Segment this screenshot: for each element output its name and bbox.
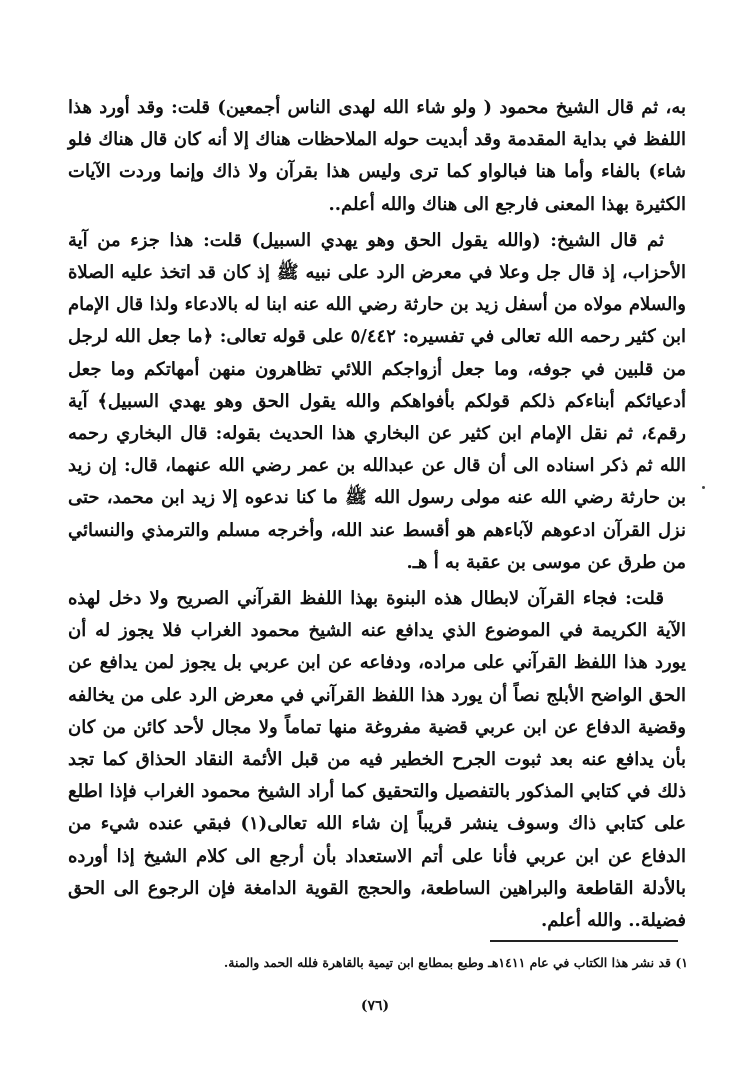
margin-mark <box>702 486 705 489</box>
page-number: (٧٦) <box>360 998 390 1014</box>
paragraph-1: به، ثم قال الشيخ محمود ( ولو شاء الله لهدى الناس أجمعين) قلت: وقد أورد هذا اللفظ في بداية المقدمة وقد أبديت حوله الملاحظات هناك إلا أنه كان قال هناك فلو شاء) بالفاء وأما هنا فبالواو كما ترى وليس هذا بقرآن ولا ذاك وإنما وردت الآيات الكثيرة بهذا المعنى فارجع الى هناك والله أعلم.. <box>68 97 686 215</box>
paragraph-2: ثم قال الشيخ: (والله يقول الحق وهو يهدي السبيل) قلت: هذا جزء من آية الأحزاب، إذ قال جل وعلا في معرض الرد على نبيه ﷺ إذ كان قد اتخذ عليه الصلاة والسلام مولاه من أسفل زيد بن حارثة رضي الله عنه ابنا له بالادعاء ولذا قال الإمام ابن كثير رحمه الله تعالى في تفسيره: ٥/٤٤٢ على قوله تعالى: ﴿ما جعل الله لرجل من قلبين في جوفه، وما جعل أزواجكم اللائي تظاهرون منهن أمهاتكم وما جعل أدعيائكم أبناءكم ذلكم قولكم بأفواهكم والله يقول الحق وهو يهدي السبيل﴾ آية رقم٤، ثم نقل الإمام ابن كثير عن البخاري هذا الحديث بقوله: قال البخاري رحمه الله ثم ذكر اسناده الى أن قال عن عبدالله بن عمر رضي الله عنهما، قال: إن زيد بن حارثة رضي الله عنه مولى رسول الله ﷺ ما كنا ندعوه إلا زيد ابن محمد، حتى نزل القرآن ادعوهم لآباءهم هو أقسط عند الله، وأخرجه مسلم والترمذي والنسائي من طرق عن موسى بن عقبة به أ هـ. <box>68 229 686 573</box>
main-text <box>68 92 686 937</box>
paragraph-3: قلت: فجاء القرآن لابطال هذه البنوة بهذا اللفظ القرآني الصريح ولا دخل لهذه الآية الكريمة في الموضوع الذي يدافع عنه الشيخ محمود الغراب فلا يجوز له أن يورد هذا اللفظ القرآني على مراده، ودفاعه عن ابن عربي بل يجوز لمن يدافع عن الحق الواضح الأبلج نصاً أن يورد هذا اللفظ القرآني في معرض الرد على من يخالفه وقضية الدفاع عن ابن عربي قضية مفروغة منها تماماً ولا مجال لأحد كائن من كان بأن يدافع عنه بعد ثبوت الجرح الخطير فيه من قبل الأئمة النقاد الحذاق كما تجد ذلك في كتابي المذكور بالتفصيل والتحقيق كما أراد الشيخ محمود الغراب فإذا اطلع على كتابي ذاك وسوف ينشر قريباً إن شاء الله تعالى(١) فبقي عنده شيء من الدفاع عن ابن عربي فأنا على أتم الاستعداد بأن أرجع الى كلام الشيخ إذا أورده بالأدلة القاطعة والبراهين الساطعة، والحجج القوية الدامغة فإن الرجوع الى الحق فضيلة.. والله أعلم. <box>68 588 687 932</box>
footnote: ١) قد نشر هذا الكتاب في عام ١٤١١هـ وطبع بمطابع ابن تيمية بالقاهرة فلله الحمد والمنة. <box>223 955 688 970</box>
footnote-divider <box>490 940 678 942</box>
